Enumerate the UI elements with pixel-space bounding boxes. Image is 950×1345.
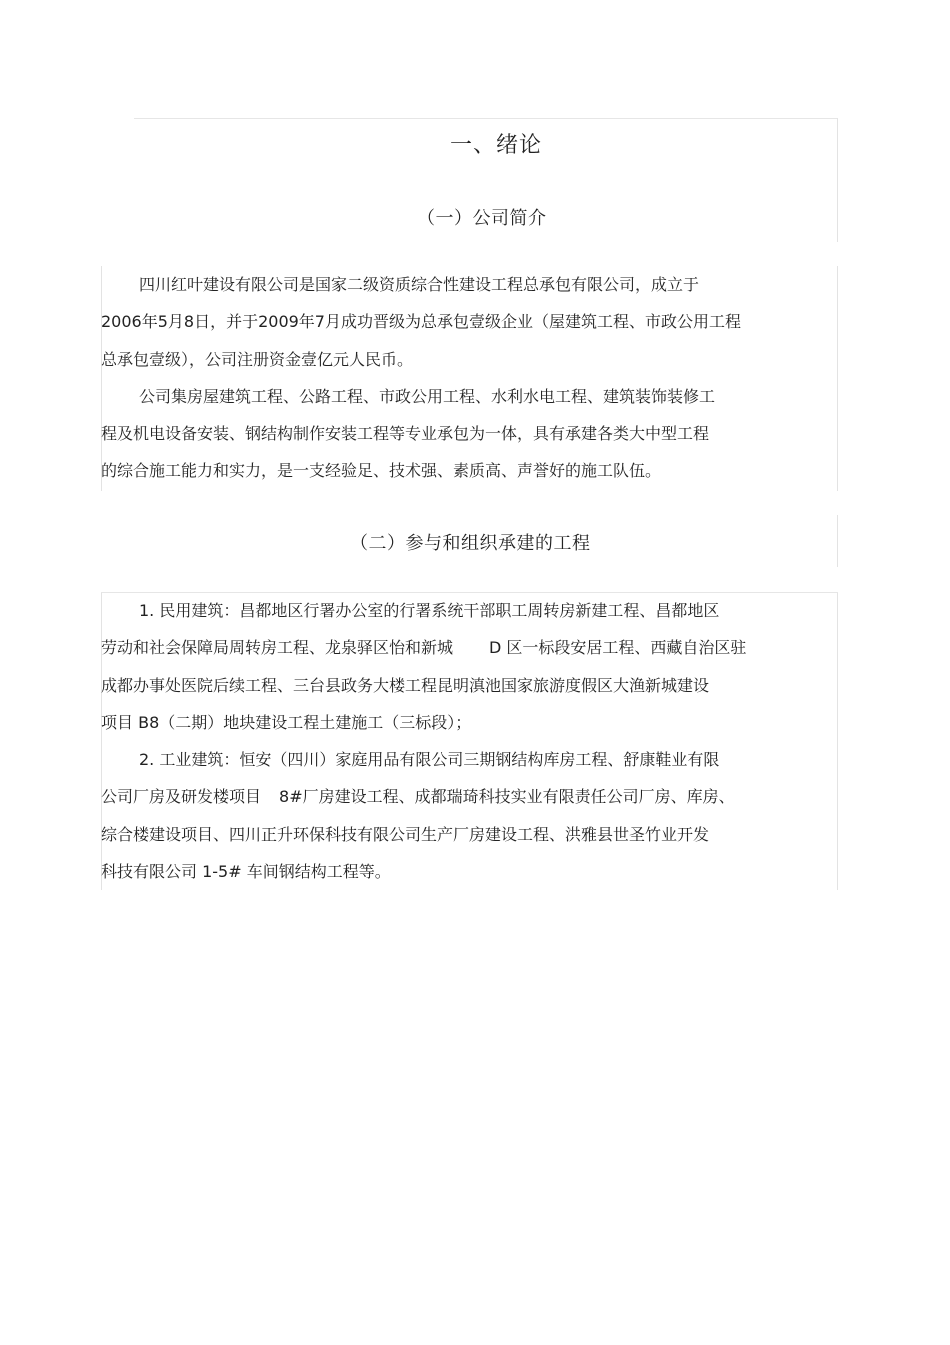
industrial-line2-a: 公司厂房及研发楼项目 xyxy=(101,787,262,807)
right-rule-3 xyxy=(837,515,838,567)
civil-line1: 1. 民用建筑：昌都地区行署办公室的行署系统干部职工周转房新建工程、昌都地区 xyxy=(139,601,720,620)
right-rule-4 xyxy=(837,592,838,890)
intro-p1-line3: 总承包壹级），公司注册资金壹亿元人民币。 xyxy=(101,349,414,369)
projects-list xyxy=(101,592,821,890)
intro-p1-line2: 2006年5月8日，并于2009年7月成功晋级为总承包壹级企业（屋建筑工程、市政公用工程 xyxy=(101,312,741,332)
industrial-line3: 综合楼建设项目、四川正升环保科技有限公司生产厂房建设工程、洪雅县世圣竹业开发 xyxy=(101,824,710,844)
top-rule xyxy=(134,118,838,119)
right-rule-1 xyxy=(837,118,838,242)
civil-line2-b: D 区一标段安居工程、西藏自治区驻 xyxy=(489,638,747,658)
industrial-line2-b: 8#厂房建设工程、成都瑞琦科技实业有限责任公司厂房、库房、 xyxy=(279,787,735,807)
civil-line2 xyxy=(101,629,821,666)
civil-line2-a: 劳动和社会保障局周转房工程、龙泉驿区怡和新城 xyxy=(101,638,454,658)
industrial-line2 xyxy=(101,778,821,815)
section-heading-company-profile: （一）公司简介 xyxy=(417,208,547,229)
civil-line4: 项目 B8（二期）地块建设工程土建施工（三标段）； xyxy=(101,712,472,732)
section-heading-projects: （二）参与和组织承建的工程 xyxy=(350,533,591,554)
civil-line3: 成都办事处医院后续工程、三台县政务大楼工程昆明滇池国家旅游度假区大渔新城建设 xyxy=(101,675,710,695)
intro-p2-line2: 程及机电设备安装、钢结构制作安装工程等专业承包为一体，具有承建各类大中型工程 xyxy=(101,424,710,444)
intro-p2-line3: 的综合施工能力和实力，是一支经验足、技术强、素质高、声誉好的施工队伍。 xyxy=(101,461,662,481)
right-rule-2 xyxy=(837,266,838,491)
industrial-line1: 2. 工业建筑：恒安（四川）家庭用品有限公司三期钢结构库房工程、舒康鞋业有限 xyxy=(139,750,720,770)
page-title: 一、绪论 xyxy=(450,133,543,158)
intro-p2-line1: 公司集房屋建筑工程、公路工程、市政公用工程、水利水电工程、建筑装饰装修工 xyxy=(139,386,716,406)
intro-p1-line1: 四川红叶建设有限公司是国家二级资质综合性建设工程总承包有限公司，成立于 xyxy=(139,275,700,294)
company-intro xyxy=(101,266,821,490)
industrial-line4: 科技有限公司 1-5# 车间钢结构工程等。 xyxy=(101,862,391,882)
